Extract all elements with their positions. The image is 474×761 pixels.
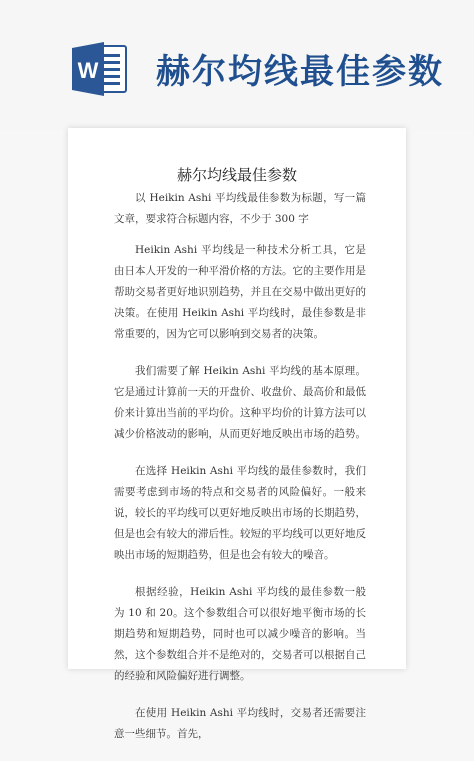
header-banner xyxy=(0,0,474,130)
word-logo-letter: W xyxy=(77,58,99,83)
paragraph: Heikin Ashi 平均线是一种技术分析工具，它是由日本人开发的一种平滑价格的方法。它的主要作用是帮助交易者更好地识别趋势，并且在交易中做出更好的决策。在使用 Heikin Ashi 平均线时，最佳参数是非常重要的，因为它可以影响到交易者的决策。 xyxy=(114,244,366,340)
document-body xyxy=(114,188,366,761)
paragraph: 我们需要了解 Heikin Ashi 平均线的基本原理。它是通过计算前一天的开盘价、收盘价、最高价和最低价来计算出当前的平均价。这种平均价的计算方法可以减少价格波动的影响，从而更好地反映出市场的趋势。 xyxy=(114,365,366,440)
document-page xyxy=(68,128,406,740)
paragraph: 在选择 Heikin Ashi 平均线的最佳参数时，我们需要考虑到市场的特点和交易者的风险偏好。一般来说，较长的平均线可以更好地反映出市场的长期趋势，但是也会有较大的滞后性。较短的平均线可以更好地反映出市场的短期趋势，但是也会有较大的噪音。 xyxy=(114,465,366,561)
document-title: 赫尔均线最佳参数 xyxy=(176,166,297,184)
paragraph: 在使用 Heikin Ashi 平均线时，交易者还需要注意一些细节。首先， xyxy=(114,707,366,740)
banner-title: 赫尔均线最佳参数 xyxy=(156,52,444,92)
paragraph: 根据经验，Heikin Ashi 平均线的最佳参数一般为 10 和 20。这个参数组合可以很好地平衡市场的长期趋势和短期趋势，同时也可以减少噪音的影响。当然，这个参数组合并不是绝对的，交易者可以根据自己的经验和风险偏好进行调整。 xyxy=(114,586,366,682)
paragraph: 以 Heikin Ashi 平均线最佳参数为标题，写一篇文章，要求符合标题内容，不少于 300 字 xyxy=(114,192,366,225)
word-app-icon xyxy=(72,40,128,98)
